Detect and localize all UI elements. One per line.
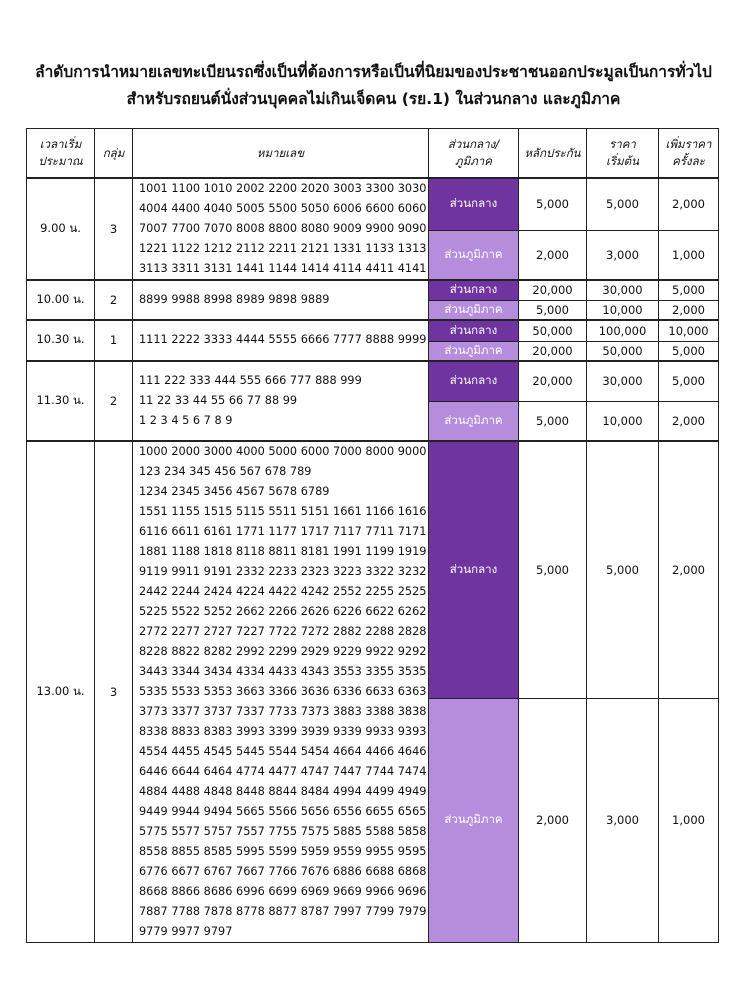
area-label-central-text: ส่วนกลาง [449,561,498,576]
deposit-cell [519,361,587,401]
number-line: 8668 8866 8686 6996 6699 6969 9669 9966 9696 [139,885,427,898]
time-cell [27,280,95,320]
area-label-central-text: ส่วนกลาง [449,196,498,211]
area-label-central [429,280,519,300]
deposit-cell-text: 5,000 [536,197,569,212]
number-line: 1000 2000 3000 4000 5000 6000 7000 8000 9000 [139,445,427,458]
number-line: 9449 9944 9494 5665 5566 5656 6556 6655 6565 [139,805,427,818]
number-line: 1111 2222 3333 4444 5555 6666 7777 8888 9999 [139,333,427,347]
price-cell-text: 5,000 [606,562,639,577]
header-deposit [519,129,587,179]
increment-cell [659,361,719,401]
price-cell [587,342,659,362]
number-line: 3443 3344 3434 4334 4433 4343 3553 3355 3535 [139,665,427,678]
auction-table [26,128,719,943]
price-cell [587,178,659,230]
number-line: 1 2 3 4 5 6 7 8 9 [139,414,233,427]
area-label-region [429,342,519,362]
row-group [27,361,719,441]
number-line: 8228 8822 8282 2992 2299 2929 9229 9922 9292 [139,645,427,658]
increment-cell [659,280,719,300]
page-title-line-1: ลำดับการนำหมายเลขทะเบียนรถซึ่งเป็นที่ต้องการหรือเป็นที่นิยมของประชาชนออกประมูลเป็นการทั่วไป [35,63,712,81]
group-cell-text: 3 [109,685,118,699]
group-cell [95,178,133,280]
header-numbers [133,129,429,179]
time-cell [27,361,95,441]
number-line: 6116 6611 6161 1771 1177 1717 7117 7711 7171 [139,525,427,538]
deposit-cell [519,320,587,342]
price-cell [587,441,659,698]
deposit-cell-text: 20,000 [532,374,573,389]
time-cell-text: 10.00 น. [36,291,85,306]
increment-cell [659,441,719,698]
number-line: 9779 9977 9797 [139,925,233,938]
number-line: 4004 4400 4040 5005 5500 5050 6006 6600 6060 [139,202,427,215]
area-label-central [429,361,519,401]
row-group [27,178,719,280]
deposit-cell [519,441,587,698]
number-line: 4884 4488 4848 8448 8844 8484 4994 4499 4949 [139,785,427,798]
increment-cell-text: 2,000 [672,413,705,428]
numbers-cell [133,320,429,362]
number-line: 1881 1188 1818 8118 8811 8181 1991 1199 1919 [139,545,427,558]
number-line: 1221 1122 1212 2112 2211 2121 1331 1133 1313 [139,242,427,255]
price-cell [587,401,659,441]
number-line: 8899 9988 8998 8989 9898 9889 [139,292,330,306]
area-label-region [429,698,519,942]
increment-cell-text: 5,000 [672,283,705,298]
number-line: 111 222 333 444 555 666 777 888 999 [139,374,362,387]
deposit-cell-text: 20,000 [532,283,573,298]
number-line: 5335 5533 5353 3663 3366 3636 6336 6633 6363 [139,685,427,698]
area-label-region [429,230,519,280]
area-label-region-text: ส่วนภูมิภาค [444,412,503,427]
area-label-region-text: ส่วนภูมิภาค [444,812,503,827]
area-label-region-text: ส่วนภูมิภาค [444,301,503,316]
area-label-central-text: ส่วนกลาง [449,282,498,297]
number-line: 1551 1155 1515 5115 5511 5151 1661 1166 1616 [139,505,427,518]
price-cell [587,698,659,942]
number-line: 6446 6644 6464 4774 4477 4747 7447 7744 7474 [139,765,427,778]
price-cell-text: 30,000 [602,374,643,389]
deposit-cell-text: 50,000 [532,323,573,338]
numbers-cell [133,361,429,441]
deposit-cell-text: 20,000 [532,344,573,358]
header-text: เริ่มต้น [605,154,640,168]
price-cell [587,320,659,342]
deposit-cell-text: 2,000 [536,247,569,262]
header-text: เพิ่มราคา [665,137,712,151]
increment-cell-text: 2,000 [672,197,705,212]
page-title-line-2: สำหรับรถยนต์นั่งส่วนบุคคลไม่เกินเจ็ดคน (รย.1) ในส่วนกลาง และภูมิภาค [126,90,621,108]
increment-cell-text: 5,000 [672,374,705,389]
area-label-central [429,320,519,342]
number-line: 7007 7700 7070 8008 8800 8080 9009 9900 9090 [139,222,427,235]
header-text: กลุ่ม [102,145,125,160]
area-label-region-text: ส่วนภูมิภาค [444,343,503,357]
number-line: 8558 8855 8585 5995 5599 5959 9559 9955 9595 [139,845,427,858]
increment-cell [659,698,719,942]
price-cell-text: 30,000 [602,283,643,298]
price-cell-text: 3,000 [606,247,639,262]
area-label-central-text: ส่วนกลาง [449,373,498,388]
group-cell [95,441,133,943]
deposit-cell [519,342,587,362]
number-line: 9119 9911 9191 2332 2233 2323 3223 3322 3232 [139,565,427,578]
header-group [95,129,133,179]
area-label-region-text: ส่วนภูมิภาค [444,246,503,261]
header-text: ครั้งละ [672,154,705,168]
time-cell [27,320,95,362]
deposit-cell [519,698,587,942]
time-cell [27,178,95,280]
deposit-cell [519,230,587,280]
row-group [27,320,719,362]
group-cell-text: 3 [109,222,118,236]
time-cell-text: 11.30 น. [36,393,85,407]
table-row [27,441,719,698]
increment-cell [659,178,719,230]
deposit-cell [519,401,587,441]
price-cell-text: 100,000 [598,323,647,338]
area-label-central-text: ส่วนกลาง [449,322,498,337]
number-line: 4554 4455 4545 5445 5544 5454 4664 4466 4646 [139,745,427,758]
price-cell [587,300,659,320]
group-cell [95,361,133,441]
area-label-region [429,300,519,320]
number-line: 6776 6677 6767 7667 7766 7676 6886 6688 6868 [139,865,427,878]
number-line: 3113 3311 3131 1441 1144 1414 4114 4411 4141 [139,262,427,275]
increment-cell-text: 1,000 [672,813,705,828]
price-cell [587,280,659,300]
price-cell-text: 10,000 [602,413,643,428]
header-area [429,129,519,179]
time-cell-text: 9.00 น. [40,221,81,235]
header-text: ส่วนกลาง/ [447,137,500,151]
table-row [27,320,719,342]
increment-cell [659,320,719,342]
number-line: 3773 3377 3737 7337 7733 7373 3883 3388 3838 [139,705,427,718]
area-label-central [429,178,519,230]
area-label-region [429,401,519,441]
header-text: หมายเลข [256,145,305,160]
header-text: ราคา [609,137,636,151]
number-line: 7887 7788 7878 8778 8877 8787 7997 7799 7979 [139,905,427,918]
deposit-cell [519,178,587,230]
header-increment [659,129,719,179]
deposit-cell-text: 5,000 [536,413,569,428]
time-cell-text: 10.30 น. [36,332,85,347]
increment-cell-text: 5,000 [672,344,705,358]
deposit-cell-text: 5,000 [536,562,569,577]
table-row [27,178,719,230]
table-row [27,280,719,300]
price-cell [587,361,659,401]
table-header [27,129,719,179]
price-cell-text: 5,000 [606,197,639,212]
deposit-cell-text: 5,000 [536,302,569,317]
group-cell [95,320,133,362]
time-cell-text: 13.00 น. [36,684,85,698]
time-cell [27,441,95,943]
increment-cell-text: 10,000 [668,323,709,338]
increment-cell [659,300,719,320]
deposit-cell [519,280,587,300]
increment-cell [659,230,719,280]
numbers-cell [133,280,429,320]
increment-cell-text: 1,000 [672,247,705,262]
number-line: 8338 8833 8383 3993 3399 3939 9339 9933 9393 [139,725,427,738]
header-text: เวลาเริ่ม [39,137,82,151]
increment-cell-text: 2,000 [672,302,705,317]
area-label-central [429,441,519,698]
number-line: 5225 5522 5252 2662 2266 2626 6226 6622 6262 [139,605,427,618]
numbers-cell [133,441,429,943]
increment-cell [659,401,719,441]
header-price [587,129,659,179]
group-cell [95,280,133,320]
table-row [27,361,719,401]
header-text: หลักประกัน [524,145,581,160]
group-cell-text: 1 [109,333,118,348]
number-line: 2772 2277 2727 7227 7722 7272 2882 2288 2828 [139,625,427,638]
header-time [27,129,95,179]
number-line: 5775 5577 5757 7557 7755 7575 5885 5588 5858 [139,825,427,838]
group-cell-text: 2 [109,292,118,307]
row-group [27,280,719,320]
group-cell-text: 2 [109,394,118,408]
increment-cell [659,342,719,362]
increment-cell-text: 2,000 [672,562,705,577]
number-line: 1234 2345 3456 4567 5678 6789 [139,485,330,498]
price-cell-text: 10,000 [602,302,643,317]
header-row [27,129,719,179]
row-group [27,441,719,943]
price-cell-text: 50,000 [602,344,643,358]
number-line: 1001 1100 1010 2002 2200 2020 3003 3300 3030 [139,182,427,195]
header-text: ประมาณ [38,154,83,168]
number-line: 123 234 345 456 567 678 789 [139,465,312,478]
deposit-cell-text: 2,000 [536,813,569,828]
price-cell-text: 3,000 [606,813,639,828]
numbers-cell [133,178,429,280]
header-text: ภูมิภาค [455,154,492,168]
deposit-cell [519,300,587,320]
price-cell [587,230,659,280]
number-line: 2442 2244 2424 4224 4422 4242 2552 2255 2525 [139,585,427,598]
number-line: 11 22 33 44 55 66 77 88 99 [139,394,298,407]
